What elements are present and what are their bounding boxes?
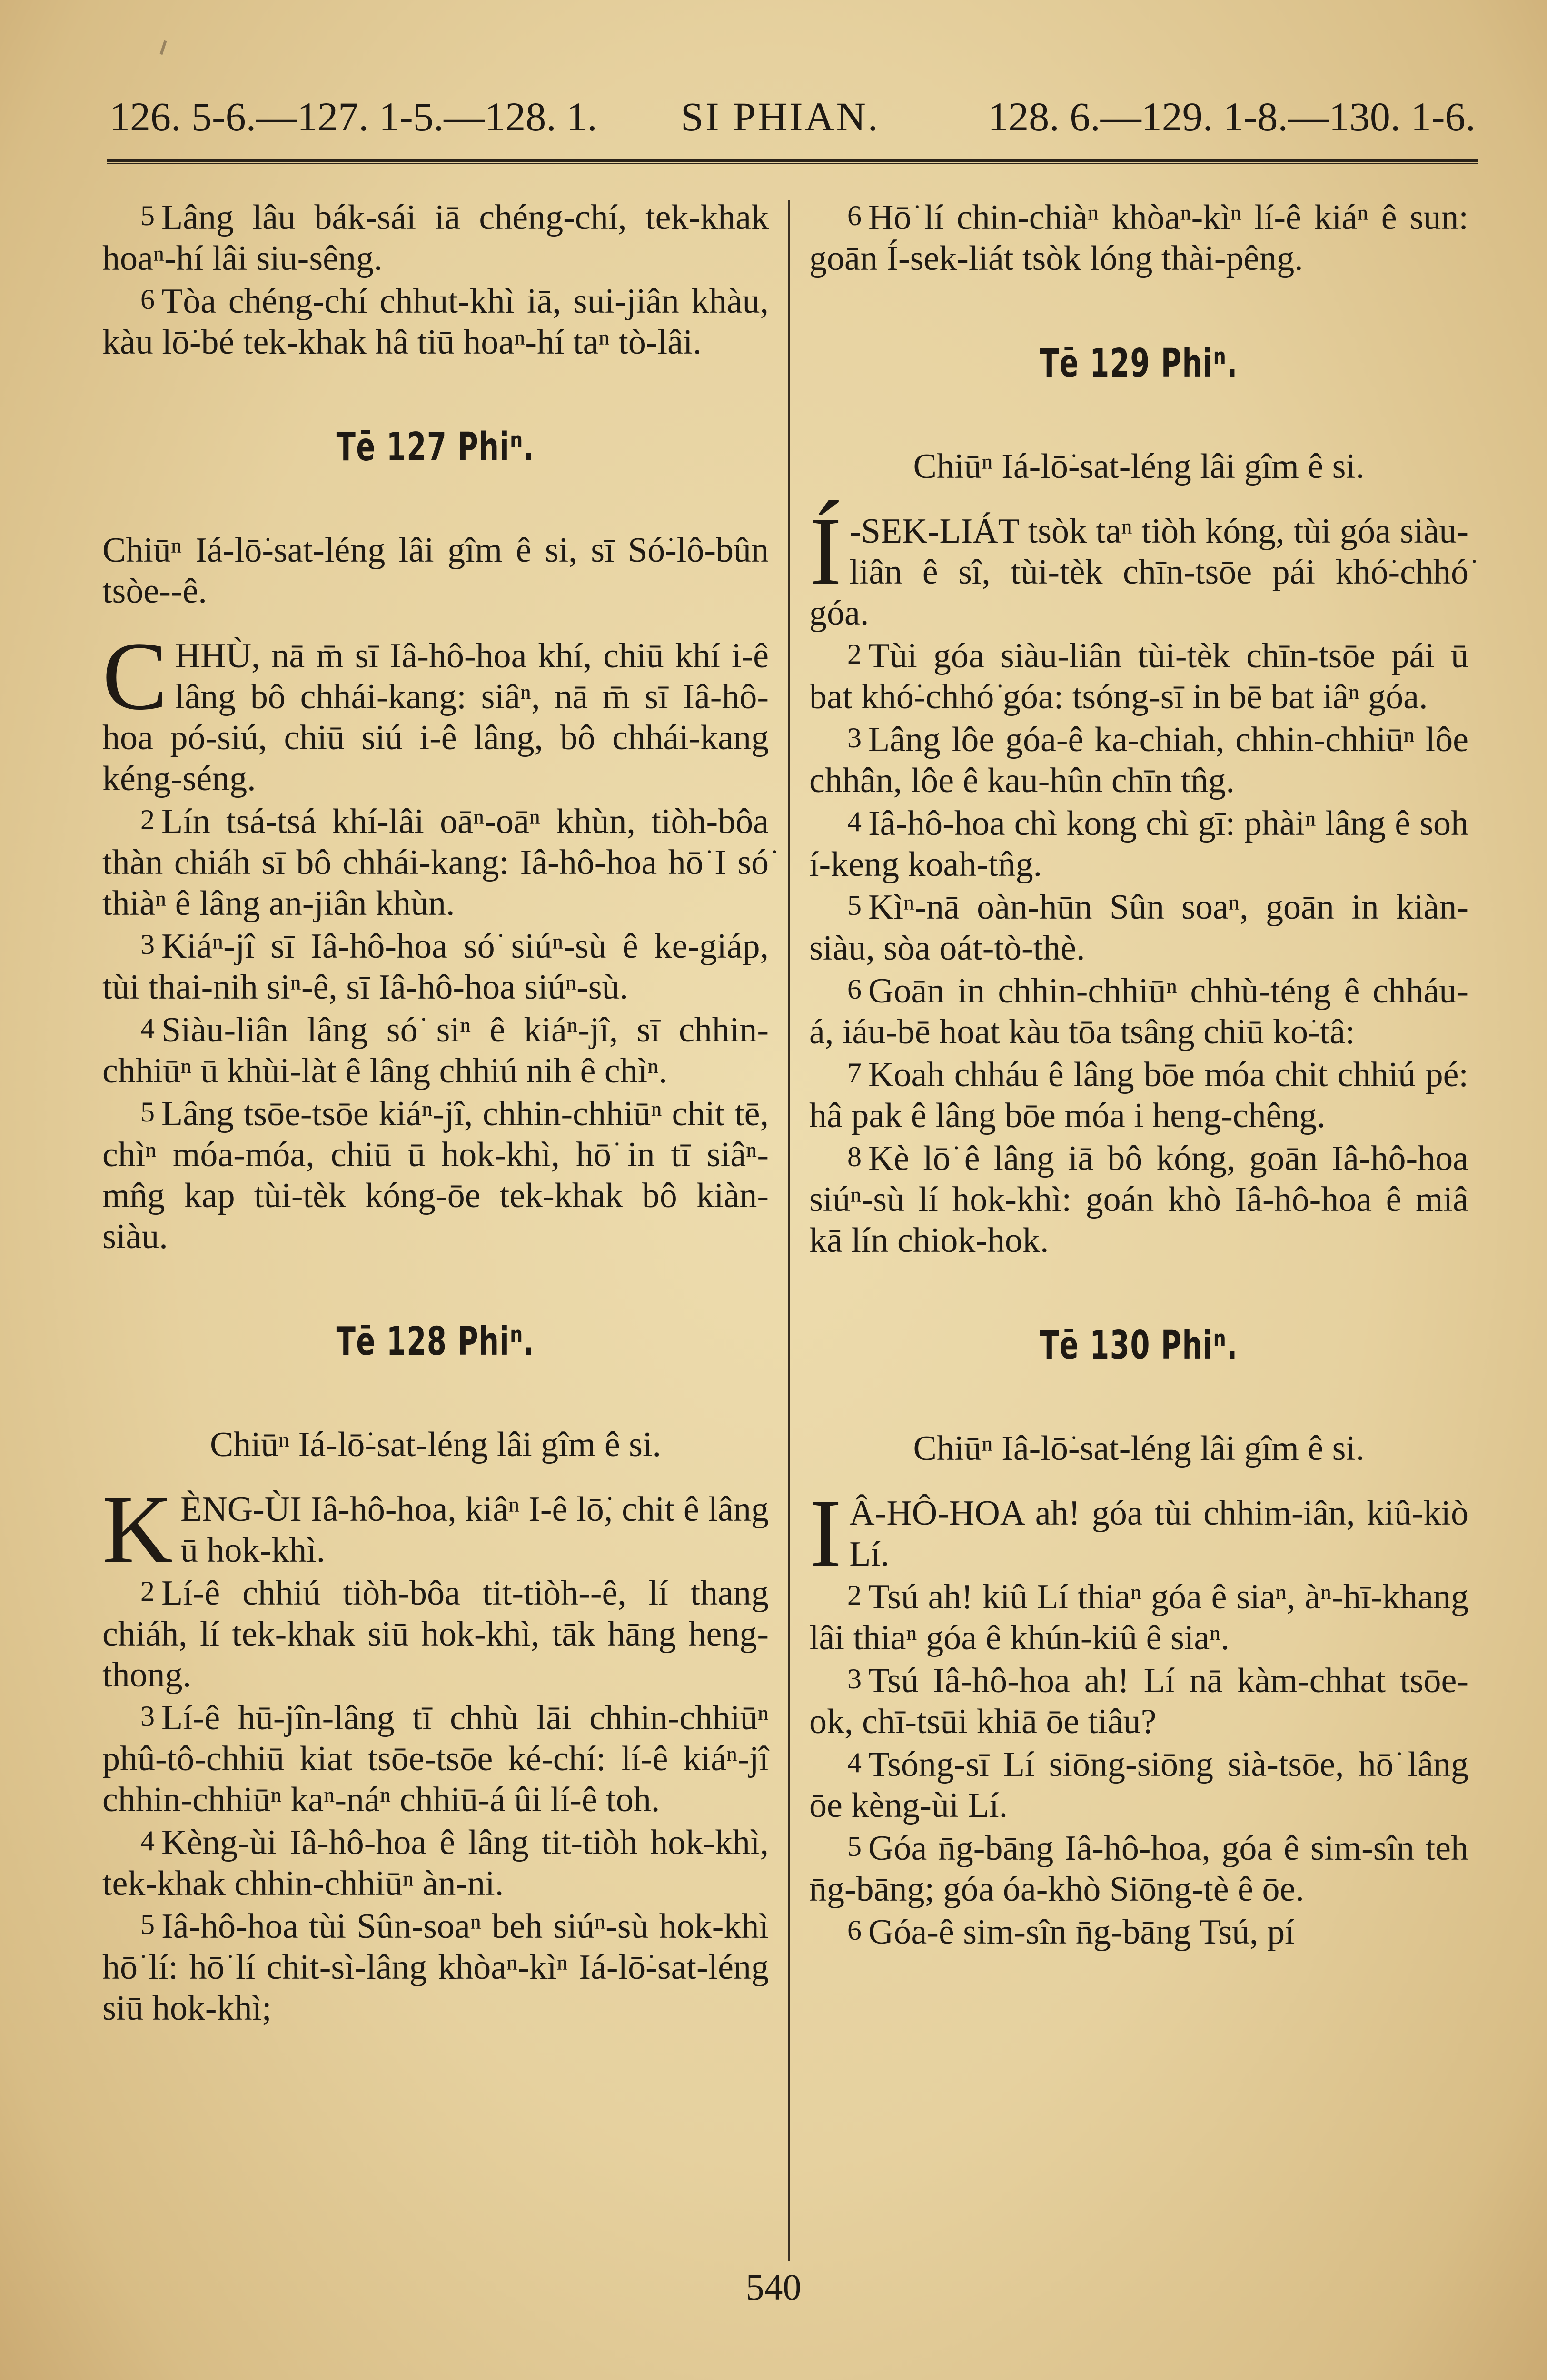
verse-number: 6 (847, 973, 862, 1005)
verse-number: 5 (140, 1096, 155, 1128)
verse (809, 1136, 1468, 1261)
verse-text: Kèng-ùi Iâ-hô-hoa ê lâng tit-tiòh hok-khì, tek-khak chhin-chhiūⁿ àn-ni. (102, 1823, 769, 1903)
header-book-title: SI PHIAN. (681, 94, 880, 139)
verse-text: Tsú ah! kiû Lí thiaⁿ góa ê siaⁿ, àⁿ-hī-khang lâi thiaⁿ góa ê khún-kiû ê siaⁿ. (809, 1577, 1468, 1657)
verse-number: 3 (140, 929, 155, 960)
verse-text: Lâng tsōe-tsōe kiáⁿ-jî, chhin-chhiūⁿ chit tē, chìⁿ móa-móa, chiū ū hok-khì, hō͘ in tī siâⁿ-mn̂g kap tùi-tèk kóng-ōe tek-khak bô kiàn-siàu. (102, 1094, 769, 1256)
verse (102, 1904, 769, 2029)
verse (809, 1052, 1468, 1136)
verse-number: 4 (847, 806, 862, 837)
verse-text: Tsóng-sī Lí siōng-siōng sià-tsōe, hō͘ lâng ōe kèng-ùi Lí. (809, 1745, 1468, 1825)
verse-number: 6 (847, 1914, 862, 1946)
header-rule (107, 159, 1478, 164)
verse (809, 195, 1468, 279)
psalm-title: Tē 127 Phiⁿ. (336, 425, 535, 470)
psalm-title: Tē 130 Phiⁿ. (1040, 1323, 1238, 1368)
verse (102, 1571, 769, 1696)
verse-number: 5 (140, 1909, 155, 1940)
first-verse (809, 1479, 1468, 1587)
verse-number: 5 (847, 1831, 862, 1862)
verse (809, 801, 1468, 885)
header-right-reference: 128. 6.—129. 1-8.—130. 1-6. (988, 94, 1476, 139)
verse-text: Siàu-liân lâng só͘ siⁿ ê kiáⁿ-jî, sī chhin-chhiūⁿ ū khùi-làt ê lâng chhiú nih ê chìⁿ. (102, 1011, 769, 1091)
drop-cap: C (102, 622, 168, 730)
verse (809, 1910, 1468, 1953)
drop-cap: Í (809, 497, 842, 605)
right-column (809, 195, 1468, 2256)
verse-number: 4 (140, 1012, 155, 1044)
verse-number: 5 (140, 200, 155, 231)
verse-text: Lâng lôe góa-ê ka-chiah, chhin-chhiūⁿ lôe chhân, lôe ê kau-hûn chīn tn̂g. (809, 720, 1468, 800)
verse-text: Iâ-hô-hoa tùi Sûn-soaⁿ beh siúⁿ-sù hok-khì hō͘ lí: hō͘ lí chit-sì-lâng khòaⁿ-kìⁿ Iá-lō͘-sat-léng siū hok-khì; (102, 1907, 769, 2028)
psalm-title: Tē 128 Phiⁿ. (336, 1319, 535, 1364)
verse-number: 2 (847, 1579, 862, 1611)
verse-text: Tùi góa siàu-liân tùi-tèk chīn-tsōe pái ū bat khó͘-chhó͘ góa: tsóng-sī in bē bat iâⁿ góa. (809, 636, 1468, 716)
verse-number: 3 (847, 722, 862, 754)
verse-number: 8 (847, 1141, 862, 1172)
verse-text: Kè lō͘ ê lâng iā bô kóng, goān Iâ-hô-hoa siúⁿ-sù lí hok-khì: goán khò Iâ-hô-hoa ê miâ kā lín chiok-hok. (809, 1139, 1468, 1260)
verse-text: -SEK-LIÁT tsòk taⁿ tiòh kóng, tùi góa siàu-liân ê sî, tùi-tèk chīn-tsōe pái khó͘-chhó͘ góa. (809, 512, 1468, 633)
verse-number: 4 (140, 1825, 155, 1856)
column-divider (788, 200, 790, 2261)
drop-cap: K (102, 1476, 173, 1584)
psalm-title: Tē 129 Phiⁿ. (1040, 341, 1238, 386)
verse-text: Góa-ê sim-sîn n̄g-bāng Tsú, pí (868, 1913, 1295, 1952)
verse-number: 2 (847, 638, 862, 670)
psalm-superscription: Chiūⁿ Iâ-lō͘-sat-léng lâi gîm ê si. (913, 1429, 1365, 1468)
verse-text: ÈNG-ÙI Iâ-hô-hoa, kiâⁿ I-ê lō͘, chit ê lâng ū hok-khì. (180, 1490, 769, 1570)
psalm-superscription: Chiūⁿ Iá-lō͘-sat-léng lâi gîm ê si. (209, 1425, 662, 1464)
verse-number: 2 (140, 1576, 155, 1607)
verse (102, 1091, 769, 1257)
verse-number: 6 (847, 200, 862, 231)
verse-number: 3 (140, 1700, 155, 1732)
verse-number: 5 (847, 890, 862, 921)
verse-text: Â-HÔ-HOA ah! góa tùi chhim-iân, kiû-kiò Lí. (849, 1494, 1468, 1574)
verse-text: Kìⁿ-nā oàn-hūn Sûn soaⁿ, goān in kiàn-siàu, sòa oát-tò-thè. (809, 888, 1468, 968)
verse-text: Lâng lâu bák-sái iā chéng-chí, tek-khak hoaⁿ-hí lâi siu-sêng. (102, 198, 769, 278)
verse (809, 885, 1468, 969)
verse-text: Lí-ê chhiú tiòh-bôa tit-tiòh--ê, lí thang chiáh, lí tek-khak siū hok-khì, tāk hāng heng-thong. (102, 1574, 769, 1695)
verse (102, 279, 769, 363)
verse-text: Tòa chéng-chí chhut-khì iā, sui-jiân khàu, kàu lō͘-bé tek-khak hâ tiū hoaⁿ-hí taⁿ tò-lâi. (102, 282, 769, 362)
psalm-superscription: Chiūⁿ Iá-lō͘-sat-léng lâi gîm ê si, sī Só͘-lô-bûn tsòe--ê. (102, 531, 769, 611)
drop-cap: I (809, 1479, 842, 1587)
verse (809, 1742, 1468, 1826)
verse-text: Tsú Iâ-hô-hoa ah! Lí nā kàm-chhat tsōe-ok, chī-tsūi khiā ōe tiâu? (809, 1661, 1468, 1741)
verse-text: Koah chháu ê lâng bōe móa chit chhiú pé: hâ pak ê lâng bōe móa i heng-chêng. (809, 1055, 1468, 1135)
verse-text: Lín tsá-tsá khí-lâi oāⁿ-oāⁿ khùn, tiòh-bôa thàn chiáh sī bô chhái-kang: Iâ-hô-hoa hō͘ I só͘ thiàⁿ ê lâng an-jiân khùn. (102, 802, 769, 923)
verse-number: 4 (847, 1747, 862, 1778)
psalm-superscription: Chiūⁿ Iá-lō͘-sat-léng lâi gîm ê si. (913, 447, 1365, 486)
first-verse (102, 1476, 769, 1584)
verse (102, 799, 769, 924)
verse (102, 924, 769, 1008)
first-verse (809, 497, 1468, 634)
ink-mark (160, 40, 167, 55)
left-column (102, 195, 769, 2256)
verse-text: Lí-ê hū-jîn-lâng tī chhù lāi chhin-chhiūⁿ phû-tô-chhiū kiat tsōe-tsōe ké-chí: lí-ê kiáⁿ-jî chhin-chhiūⁿ kaⁿ-náⁿ chhiū-á ûi lí-ê toh. (102, 1698, 769, 1819)
verse-number: 2 (140, 804, 155, 835)
verse (809, 1658, 1468, 1742)
verse (809, 717, 1468, 801)
page-number: 540 (745, 2266, 802, 2308)
running-header (109, 88, 1476, 145)
verse (102, 1696, 769, 1820)
header-left-reference: 126. 5-6.—127. 1-5.—128. 1. (109, 94, 597, 139)
verse-text: HHÙ, nā m̄ sī Iâ-hô-hoa khí, chiū khí i-ê lâng bô chhái-kang: siâⁿ, nā m̄ sī Iâ-hô-hoa pó-siú, chiū siú i-ê lâng, bô chhái-kang kéng-séng. (102, 636, 769, 798)
verse (809, 1575, 1468, 1658)
verse (809, 1826, 1468, 1910)
verse-number: 7 (847, 1057, 862, 1089)
verse (102, 1008, 769, 1091)
verse (809, 969, 1468, 1052)
verse-text: Kiáⁿ-jî sī Iâ-hô-hoa só͘ siúⁿ-sù ê ke-giáp, tùi thai-nih siⁿ-ê, sī Iâ-hô-hoa siúⁿ-sù. (102, 927, 769, 1007)
verse-text: Iâ-hô-hoa chì kong chì gī: phàiⁿ lâng ê soh í-keng koah-tn̂g. (809, 804, 1468, 884)
verse-number: 3 (847, 1663, 862, 1695)
verse (102, 195, 769, 279)
first-verse (102, 622, 769, 799)
verse-text: Hō͘ lí chin-chiàⁿ khòaⁿ-kìⁿ lí-ê kiáⁿ ê sun: goān Í-sek-liát tsòk lóng thài-pêng. (809, 198, 1468, 278)
verse-text: Góa n̄g-bāng Iâ-hô-hoa, góa ê sim-sîn teh n̄g-bāng; góa óa-khò Siōng-tè ê ōe. (809, 1829, 1468, 1909)
verse (102, 1820, 769, 1904)
verse-number: 6 (140, 284, 155, 315)
verse-text: Goān in chhin-chhiūⁿ chhù-téng ê chháu-á, iáu-bē hoat kàu tōa tsâng chiū ko͘-tâ: (809, 972, 1468, 1051)
verse (809, 634, 1468, 717)
